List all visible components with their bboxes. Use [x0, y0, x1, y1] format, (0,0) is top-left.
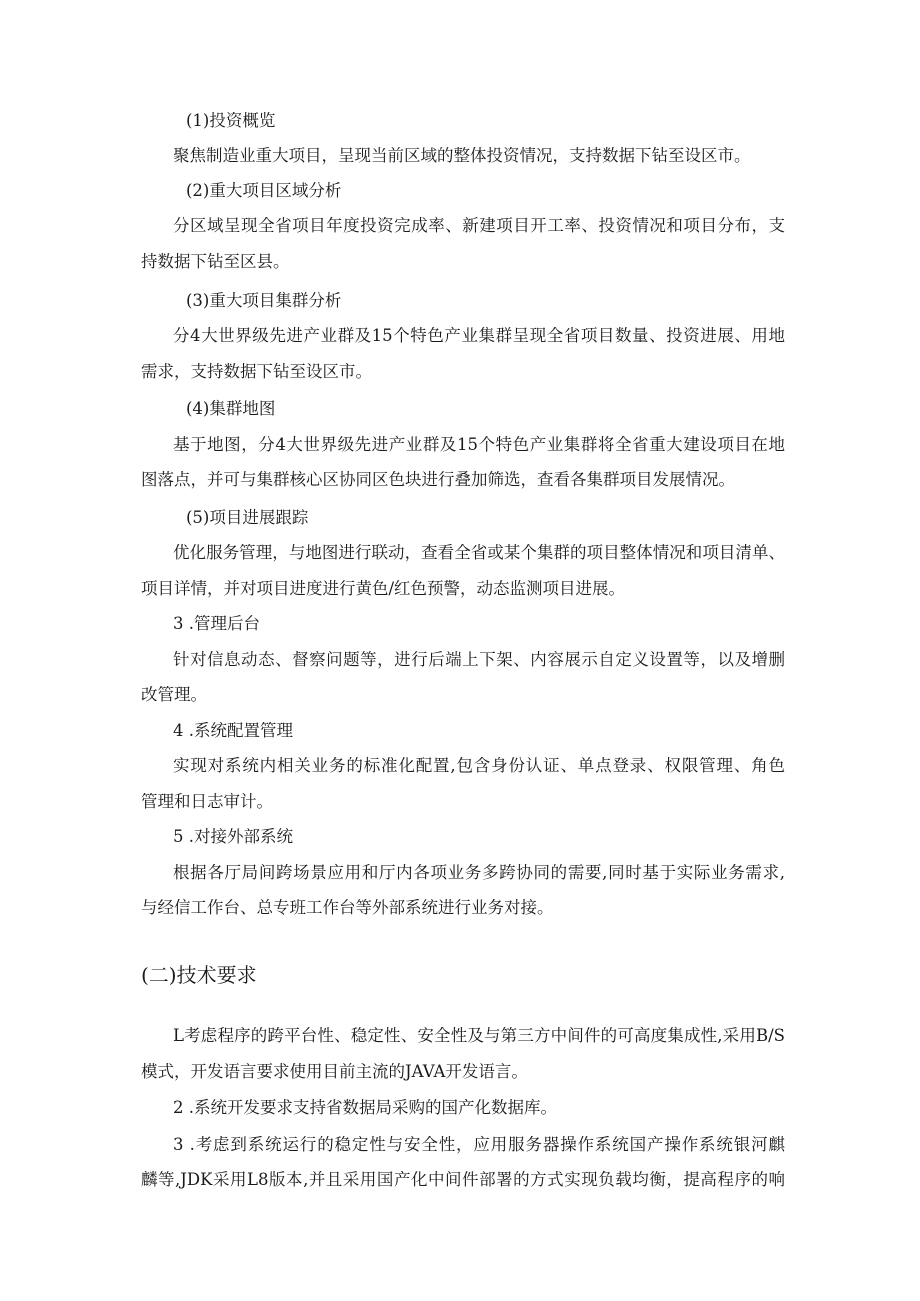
section4-body-line2: 管理和日志审计。: [141, 792, 273, 811]
tech3-body-line2: 麟等,JDK采用L8版本,并且采用国产化中间件部署的方式实现负载均衡，提高程序的响: [141, 1170, 785, 1189]
section4-title: 4 .系统配置管理: [173, 721, 293, 740]
item3-body-line1: 分4大世界级先进产业群及15个特色产业集群呈现全省项目数量、投资进展、用地: [173, 326, 785, 345]
item1-body: 聚焦制造业重大项目，呈现当前区域的整体投资情况，支持数据下钻至设区市。: [173, 146, 751, 165]
item2-body-line2: 持数据下钻至区县。: [141, 252, 290, 271]
item5-title: (5)项目进展跟踪: [186, 508, 309, 527]
item5-body-line1: 优化服务管理，与地图进行联动，查看全省或某个集群的项目整体情况和项目清单、: [173, 543, 785, 562]
item4-title: (4)集群地图: [186, 399, 276, 418]
item3-body-line2: 需求，支持数据下钻至设区市。: [141, 362, 372, 381]
section3-title: 3 .管理后台: [173, 614, 260, 633]
item5-body-line2: 项目详情，并对项目进度进行黄色/红色预警，动态监测项目进展。: [141, 579, 626, 598]
item2-body-line1: 分区域呈现全省项目年度投资完成率、新建项目开工率、投资情况和项目分布，支: [173, 216, 785, 235]
section4-body-line1: 实现对系统内相关业务的标准化配置,包含身份认证、单点登录、权限管理、角色: [173, 756, 785, 775]
tech2-body: 2 .系统开发要求支持省数据局采购的国产化数据库。: [173, 1098, 557, 1117]
tech1-body-line1: L考虑程序的跨平台性、稳定性、安全性及与第三方中间件的可高度集成性,采用B/S: [173, 1026, 785, 1045]
section5-body-line1: 根据各厅局间跨场景应用和厅内各项业务多跨协同的需要,同时基于实际业务需求,: [173, 863, 785, 882]
tech-requirements-heading: (二)技术要求: [141, 963, 257, 987]
section5-body-line2: 与经信工作台、总专班工作台等外部系统进行业务对接。: [141, 898, 554, 917]
item3-title: (3)重大项目集群分析: [186, 291, 342, 310]
section5-title: 5 .对接外部系统: [173, 827, 293, 846]
tech1-body-line2: 模式，开发语言要求使用目前主流的JAVA开发语言。: [141, 1062, 528, 1081]
section3-body-line1: 针对信息动态、督察问题等，进行后端上下架、内容展示自定义设置等，以及增删: [173, 650, 785, 669]
item4-body-line1: 基于地图，分4大世界级先进产业群及15个特色产业集群将全省重大建设项目在地: [173, 435, 785, 454]
tech3-body-line1: 3 .考虑到系统运行的稳定性与安全性，应用服务器操作系统国产操作系统银河麒: [173, 1135, 785, 1154]
item2-title: (2)重大项目区域分析: [186, 181, 342, 200]
item4-body-line2: 图落点，并可与集群核心区协同区色块进行叠加筛选，查看各集群项目发展情况。: [141, 470, 735, 489]
item1-title: (1)投资概览: [186, 111, 276, 130]
section3-body-line2: 改管理。: [141, 685, 207, 704]
